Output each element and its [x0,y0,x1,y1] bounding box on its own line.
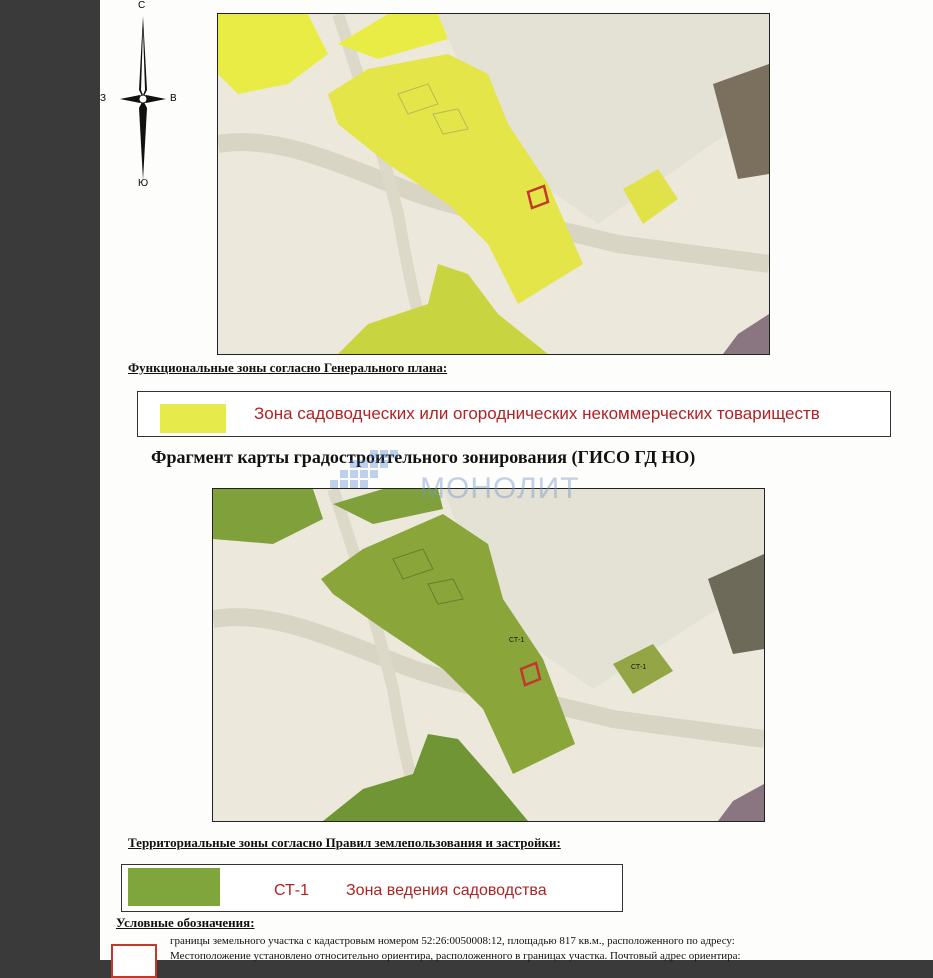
general-plan-map [217,13,770,355]
compass-rose-icon [100,0,178,200]
watermark-logo-icon [330,440,410,500]
conditions-title: Условные обозначения: [116,915,255,930]
general-plan-caption: Функциональные зоны согласно Генерального плана: [128,360,448,375]
green-zone-swatch [128,868,220,906]
general-plan-legend [137,391,891,437]
conditions-line-1: границы земельного участка с кадастровым номером 52:26:0050008:12, площадью 817 кв.м., расположенного по адресу: [170,935,735,947]
compass-south-label: Ю [138,178,149,189]
zoning-caption: Территориальные зоны согласно Правил землепользования и застройки: [128,835,561,850]
zone-label-st1-main: СТ-1 [509,637,525,644]
general-plan-legend-text: Зона садоводческих или огороднических некоммерческих товариществ [254,404,820,423]
zoning-legend-text: Зона ведения садоводства [346,882,547,899]
compass-west-label: З [100,93,107,104]
zoning-legend [121,864,623,912]
compass-north-label: С [138,0,146,11]
yellow-zone-swatch [160,404,226,433]
parcel-border-swatch [111,944,157,978]
compass-east-label: В [170,93,177,104]
watermark-text: МОНОЛИТ [420,472,580,505]
zoning-map-heading: Фрагмент карты градостроительного зонирования (ГИСО ГД НО) [151,447,696,467]
conditions-line-2: Местоположение установлено относительно ориентира, расположенного в границах участка. Почтовый адрес ориентира: [170,950,741,962]
zone-label-st1-small: СТ-1 [631,664,647,671]
zoning-map [212,488,765,822]
zoning-legend-code: СТ-1 [274,882,310,899]
